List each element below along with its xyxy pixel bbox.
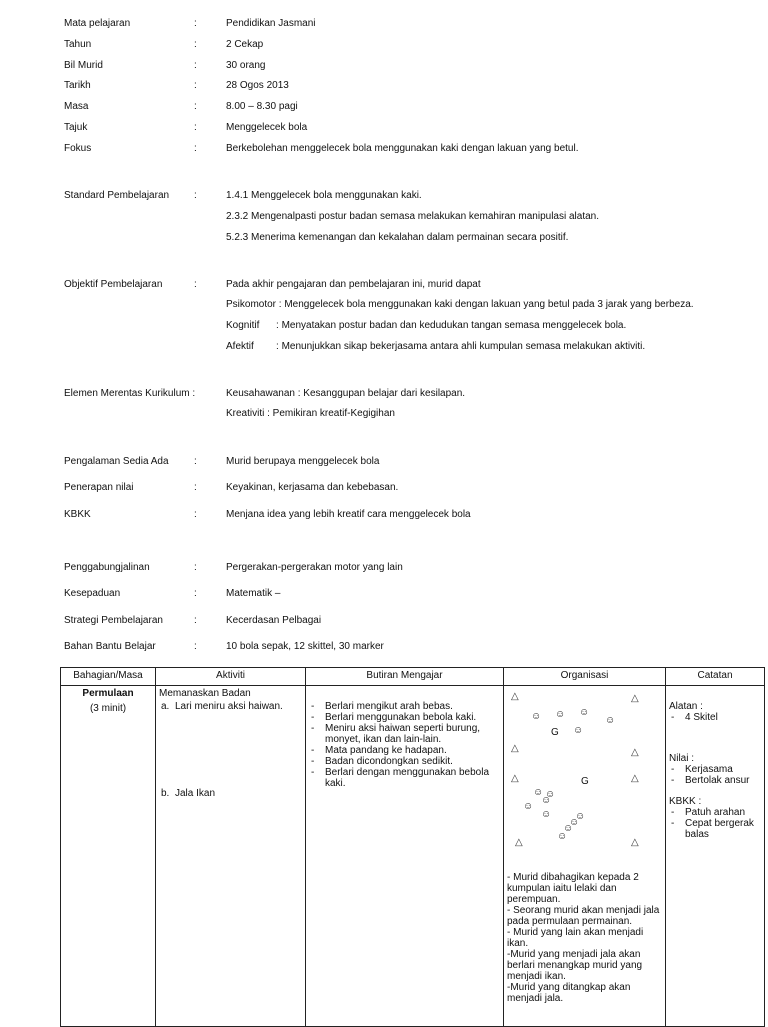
info-row-objektif-2 (0, 298, 768, 312)
bahagian-time: (3 minit) (89, 703, 127, 714)
alatan-title: Alatan : (669, 701, 703, 712)
kbkk-list (669, 807, 761, 840)
info-label: Masa (64, 101, 89, 112)
header-catatan: Catatan (666, 668, 765, 686)
info-value: Pada akhir pengajaran dan pembelajaran ini, murid dapat (226, 279, 481, 290)
info-label: Penerapan nilai (64, 482, 134, 493)
info-label: Strategi Pembelajaran (64, 615, 163, 626)
organisasi-line: - Murid yang lain akan menjadi ikan. (507, 927, 644, 949)
info-row-objektif (0, 278, 768, 292)
player-icon: ☺ (541, 809, 552, 820)
list-marker: a. (161, 701, 170, 712)
header-organisasi: Organisasi (504, 668, 666, 686)
cone-icon: △ (511, 773, 519, 784)
list-item: - Cepat bergerak balas (669, 818, 761, 840)
info-value: Psikomotor : Menggelecek bola menggunakan kaki dengan lakuan yang betul pada 3 jarak yang berbeza. (226, 299, 694, 310)
info-row-objektif-3 (0, 319, 768, 333)
player-icon: ☺ (545, 789, 556, 800)
info-colon: : (194, 101, 197, 112)
info-row-standard (0, 189, 768, 203)
list-item (159, 701, 302, 712)
list-item (159, 788, 302, 799)
chaser-label: G (581, 776, 589, 787)
cell-organisasi (504, 686, 666, 1027)
info-label: Tarikh (64, 80, 91, 91)
cone-icon: △ (511, 743, 519, 754)
info-label: Tahun (64, 39, 92, 50)
alatan-list (669, 712, 761, 723)
cone-icon: △ (515, 837, 523, 848)
info-colon: : (194, 39, 197, 50)
player-icon: ☺ (541, 795, 552, 806)
list-item: - Badan dicondongkan sedikit. (309, 756, 500, 767)
info-value: Kognitif : Menyatakan postur badan dan kedudukan tangan semasa menggelecek bola. (226, 320, 627, 331)
info-row-tajuk (0, 121, 768, 135)
info-row-penggabungjalinan (0, 561, 768, 575)
butiran-a-list (309, 701, 500, 745)
info-colon: : (194, 482, 197, 493)
info-value: 28 Ogos 2013 (226, 80, 289, 91)
player-icon: ☺ (533, 787, 544, 798)
lesson-table (60, 667, 765, 1027)
header-aktiviti: Aktiviti (156, 668, 306, 686)
info-value: 8.00 – 8.30 pagi (226, 101, 298, 112)
info-value: Pendidikan Jasmani (226, 18, 316, 29)
table-header-row (61, 668, 765, 686)
info-label: Elemen Merentas Kurikulum : (64, 388, 196, 399)
player-icon: ☺ (555, 709, 566, 720)
info-label: Fokus (64, 143, 92, 154)
info-label: KBKK (64, 509, 91, 520)
info-colon: : (194, 562, 197, 573)
info-colon: : (194, 143, 197, 154)
info-row-pengalaman (0, 455, 768, 469)
info-colon: : (194, 18, 197, 29)
info-value: Kreativiti : Pemikiran kreatif-Kegigihan (226, 408, 395, 419)
list-item: - Berlari dengan menggunakan bebola kaki. (309, 767, 500, 789)
cone-icon: △ (631, 773, 639, 784)
info-value: 1.4.1 Menggelecek bola menggunakan kaki. (226, 190, 422, 201)
list-item: - Meniru aksi haiwan seperti burung, monyet, ikan dan lain-lain. (309, 723, 500, 745)
info-row-mata-pelajaran (0, 17, 768, 31)
chaser-label: G (551, 727, 559, 738)
info-value: Menggelecek bola (226, 122, 308, 133)
info-row-nilai (0, 481, 768, 495)
formation-diagram (507, 688, 662, 870)
info-label: Kesepaduan (64, 588, 121, 599)
kbkk-title: KBKK : (669, 796, 702, 807)
info-value: Keusahawanan : Kesanggupan belajar dari kesilapan. (226, 388, 466, 399)
player-icon: ☺ (569, 817, 580, 828)
table-row (61, 686, 765, 1027)
info-value: Berkebolehan menggelecek bola menggunakan kaki dengan lakuan yang betul. (226, 143, 579, 154)
info-value: 2.3.2 Mengenalpasti postur badan semasa melakukan kemahiran manipulasi alatan. (226, 211, 600, 222)
info-label: Bil Murid (64, 60, 103, 71)
info-label: Mata pelajaran (64, 18, 131, 29)
info-value: Matematik – (226, 588, 281, 599)
organisasi-line: -Murid yang ditangkap akan menjadi jala. (507, 982, 631, 1004)
info-row-tarikh (0, 79, 768, 93)
info-value: Murid berupaya menggelecek bola (226, 456, 380, 467)
list-item: - Berlari mengikut arah bebas. (309, 701, 500, 712)
cell-catatan (666, 686, 765, 1027)
cell-bahagian (61, 686, 156, 1027)
info-value: Keyakinan, kerjasama dan kebebasan. (226, 482, 399, 493)
header-butiran: Butiran Mengajar (306, 668, 504, 686)
info-label: Objektif Pembelajaran (64, 279, 163, 290)
info-value: 5.2.3 Menerima kemenangan dan kekalahan dalam permainan secara positif. (226, 232, 569, 243)
info-row-emk-2 (0, 407, 768, 421)
organisasi-line: -Murid yang menjadi jala akan berlari menangkap murid yang menjadi ikan. (507, 949, 643, 982)
bahagian-title: Permulaan (82, 688, 134, 699)
nilai-title: Nilai : (669, 753, 695, 764)
info-colon: : (194, 615, 197, 626)
info-colon: : (194, 279, 197, 290)
info-value: Pergerakan-pergerakan motor yang lain (226, 562, 403, 573)
info-label: Pengalaman Sedia Ada (64, 456, 169, 467)
cell-aktiviti (156, 686, 306, 1027)
info-row-bil-murid (0, 59, 768, 73)
nilai-list (669, 764, 761, 786)
player-icon: ☺ (531, 711, 542, 722)
info-value: Menjana idea yang lebih kreatif cara menggelecek bola (226, 509, 471, 520)
cone-icon: △ (631, 693, 639, 704)
info-row-emk (0, 387, 768, 401)
info-value: 10 bola sepak, 12 skittel, 30 marker (226, 641, 384, 652)
info-label: Standard Pembelajaran (64, 190, 170, 201)
header-bahagian: Bahagian/Masa (61, 668, 156, 686)
player-icon: ☺ (557, 831, 568, 842)
info-label: Tajuk (64, 122, 88, 133)
info-row-fokus (0, 142, 768, 156)
cone-icon: △ (631, 747, 639, 758)
list-item: - Bertolak ansur (669, 775, 761, 786)
player-icon: ☺ (605, 715, 616, 726)
info-row-kesepaduan (0, 587, 768, 601)
info-row-bahan (0, 640, 768, 654)
info-value: Afektif : Menunjukkan sikap bekerjasama antara ahli kumpulan semasa melakukan aktiviti. (226, 341, 646, 352)
info-colon: : (194, 80, 197, 91)
info-row-masa (0, 100, 768, 114)
cell-butiran (306, 686, 504, 1027)
info-row-tahun (0, 38, 768, 52)
organisasi-notes (507, 872, 662, 1004)
info-row-kbkk (0, 508, 768, 522)
list-item: - Patuh arahan (669, 807, 761, 818)
info-row-objektif-4 (0, 340, 768, 354)
info-colon: : (194, 190, 197, 201)
cone-icon: △ (511, 691, 519, 702)
info-colon: : (194, 60, 197, 71)
aktiviti-heading: Memanaskan Badan (159, 688, 251, 699)
player-icon: ☺ (523, 801, 534, 812)
list-item: - 4 Skitel (669, 712, 761, 723)
butiran-b-list (309, 745, 500, 789)
aktiviti-list (159, 701, 302, 799)
info-colon: : (194, 509, 197, 520)
list-item: - Berlari menggunakan bebola kaki. (309, 712, 500, 723)
info-value: Kecerdasan Pelbagai (226, 615, 322, 626)
aktiviti-a: Lari meniru aksi haiwan. (175, 701, 283, 712)
player-icon: ☺ (575, 811, 586, 822)
organisasi-line: - Murid dibahagikan kepada 2 kumpulan iaitu lelaki dan perempuan. (507, 872, 639, 905)
list-item: - Kerjasama (669, 764, 761, 775)
list-marker: b. (161, 788, 170, 799)
info-colon: : (194, 588, 197, 599)
info-colon: : (194, 456, 197, 467)
info-row-standard-3 (0, 231, 768, 245)
info-value: 2 Cekap (226, 39, 264, 50)
info-label: Penggabungjalinan (64, 562, 150, 573)
info-value: 30 orang (226, 60, 266, 71)
cone-icon: △ (631, 837, 639, 848)
player-icon: ☺ (563, 823, 574, 834)
info-colon: : (194, 122, 197, 133)
player-icon: ☺ (579, 707, 590, 718)
info-row-strategi (0, 614, 768, 628)
player-icon: ☺ (573, 725, 584, 736)
aktiviti-b: Jala Ikan (175, 788, 216, 799)
info-label: Bahan Bantu Belajar (64, 641, 156, 652)
organisasi-line: - Seorang murid akan menjadi jala pada permulaan permainan. (507, 905, 660, 927)
info-colon: : (194, 641, 197, 652)
info-row-standard-2 (0, 210, 768, 224)
list-item: - Mata pandang ke hadapan. (309, 745, 500, 756)
